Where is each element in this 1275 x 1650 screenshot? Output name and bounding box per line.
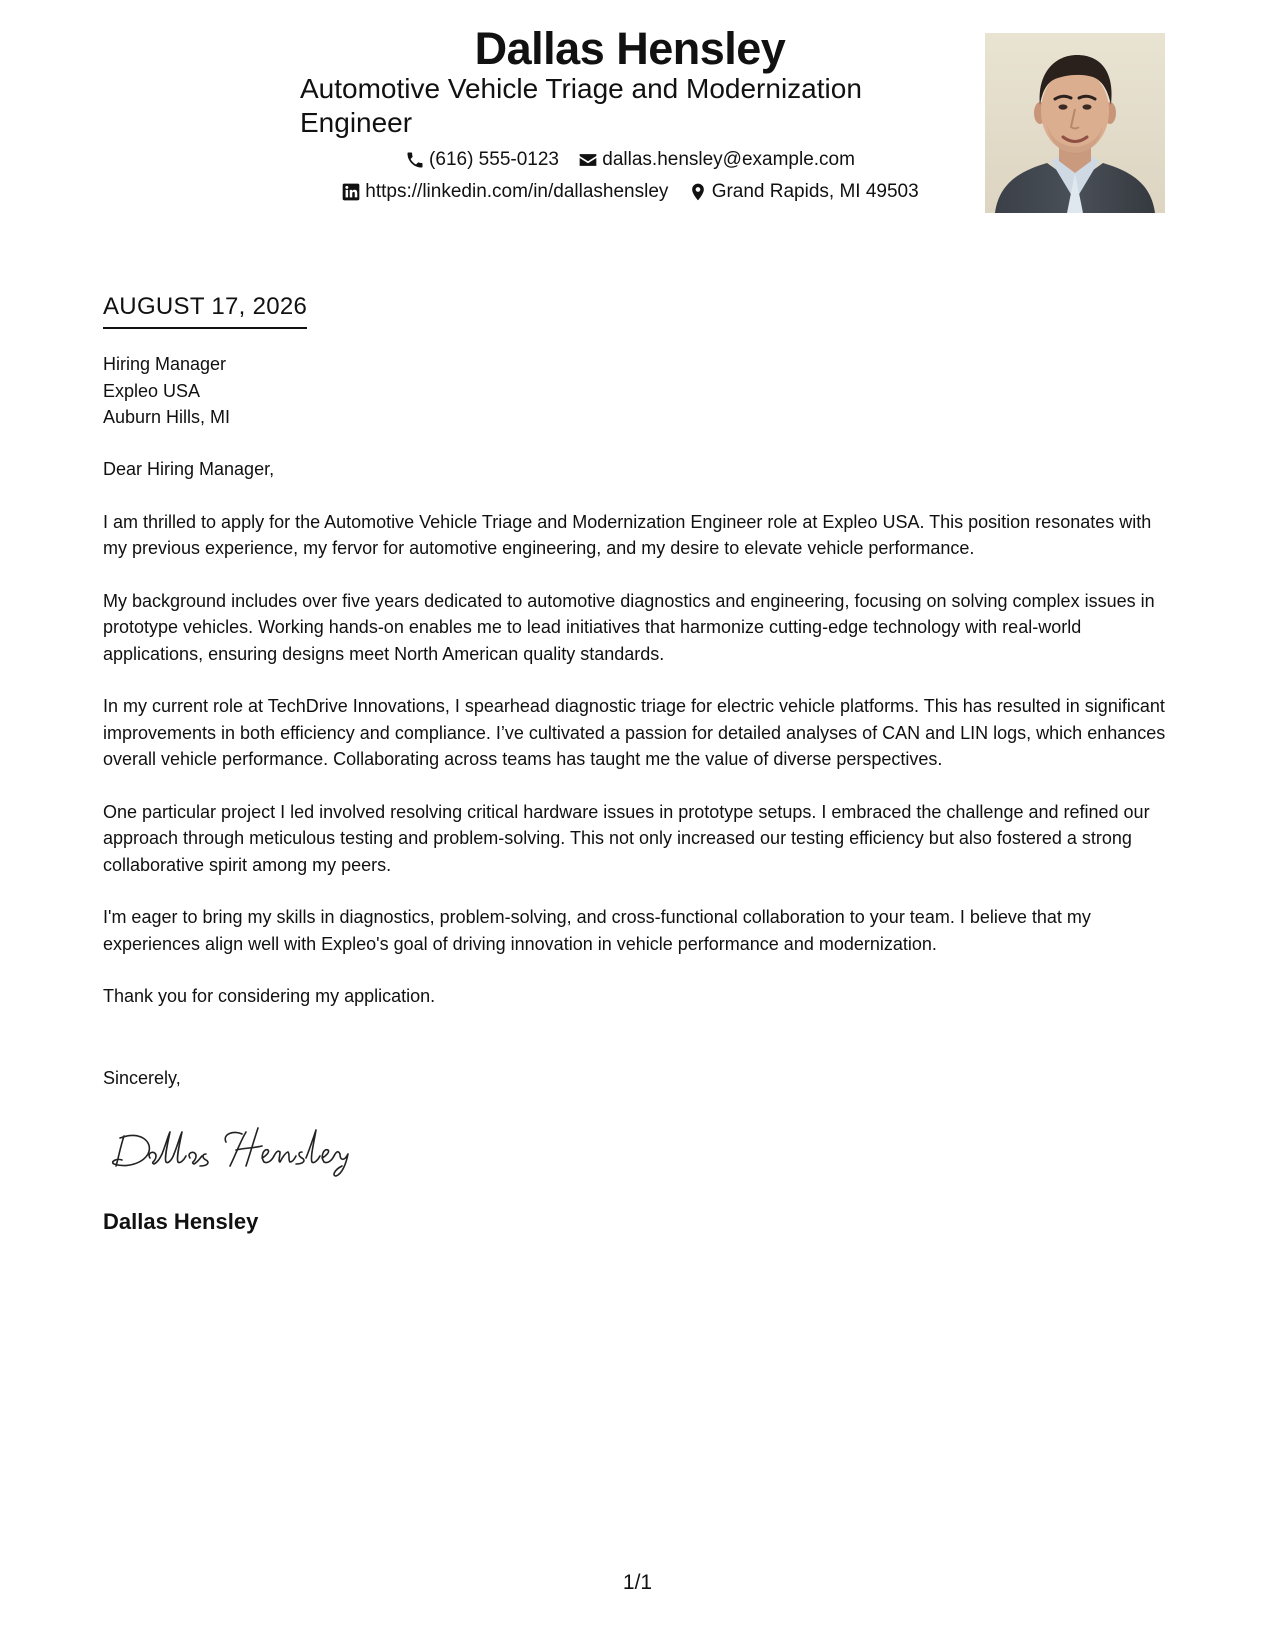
recipient-block <box>103 351 230 431</box>
body-paragraph-6: Thank you for considering my application. <box>103 986 436 1006</box>
linkedin-icon <box>341 182 361 202</box>
recipient-title: Hiring Manager <box>103 354 227 374</box>
letter-date: AUGUST 17, 2026 <box>103 292 307 329</box>
contact-phone[interactable] <box>405 148 559 172</box>
linkedin-url: https://linkedin.com/in/dallashensley <box>365 181 669 202</box>
contact-email[interactable] <box>578 148 855 172</box>
contact-row-2 <box>300 180 960 209</box>
contact-location <box>688 180 919 204</box>
contact-linkedin[interactable] <box>341 180 668 204</box>
page-number: 1/1 <box>622 1571 653 1594</box>
applicant-name: Dallas Hensley <box>474 23 786 74</box>
signer-name: Dallas Hensley <box>103 1209 259 1234</box>
body-paragraph-3: In my current role at TechDrive Innovations, I spearhead diagnostic triage for electric vehicle platforms. This has resulted in significant improvements in both efficiency and compliance. I’ve cultivated a passion for detailed analyses of CAN and LIN logs, which enhances overall vehicle performance. Collaborating across teams has taught me the value of diverse perspectives. <box>103 696 1166 769</box>
closing: Sincerely, <box>103 1068 181 1088</box>
applicant-job-title: Automotive Vehicle Triage and Modernization Engineer <box>300 73 862 138</box>
body-paragraph-5: I'm eager to bring my skills in diagnostics, problem-solving, and cross-functional collaboration to your team. I believe that my experiences align well with Expleo's goal of driving innovation in vehicle performance and modernization. <box>103 907 1091 954</box>
body-paragraph-2: My background includes over five years dedicated to automotive diagnostics and engineering, focusing on solving complex issues in prototype vehicles. Working hands-on enables me to lead initiatives that harmonize cutting-edge technology with real-world applications, ensuring designs meet North American quality standards. <box>103 590 1155 664</box>
handwritten-signature <box>110 1118 370 1178</box>
body-paragraph-1: I am thrilled to apply for the Automotive Vehicle Triage and Modernization Engineer role at Expleo USA. This position resonates with my previous experience, my fervor for automotive engineering, and my desire to elevate vehicle performance. <box>103 511 1152 558</box>
phone-number: (616) 555-0123 <box>429 149 559 170</box>
contact-row-1 <box>300 148 960 177</box>
envelope-icon <box>578 150 598 170</box>
email-address: dallas.hensley@example.com <box>602 149 855 170</box>
location-text: Grand Rapids, MI 49503 <box>711 181 919 202</box>
letter-header <box>0 0 1275 230</box>
body-paragraph-4: One particular project I led involved resolving critical hardware issues in prototype setups. I embraced the challenge and refined our approach through meticulous testing and problem-solving. This not only increased our testing efficiency but also fostered a strong collaborative spirit among my peers. <box>103 801 1150 875</box>
profile-photo-image <box>985 33 1165 213</box>
recipient-company: Expleo USA <box>103 380 201 401</box>
map-marker-icon <box>688 182 708 202</box>
letter-body <box>103 456 1173 1036</box>
profile-photo <box>985 33 1165 213</box>
greeting: Dear Hiring Manager, <box>103 459 275 479</box>
phone-icon <box>405 150 425 170</box>
recipient-location: Auburn Hills, MI <box>103 407 231 427</box>
